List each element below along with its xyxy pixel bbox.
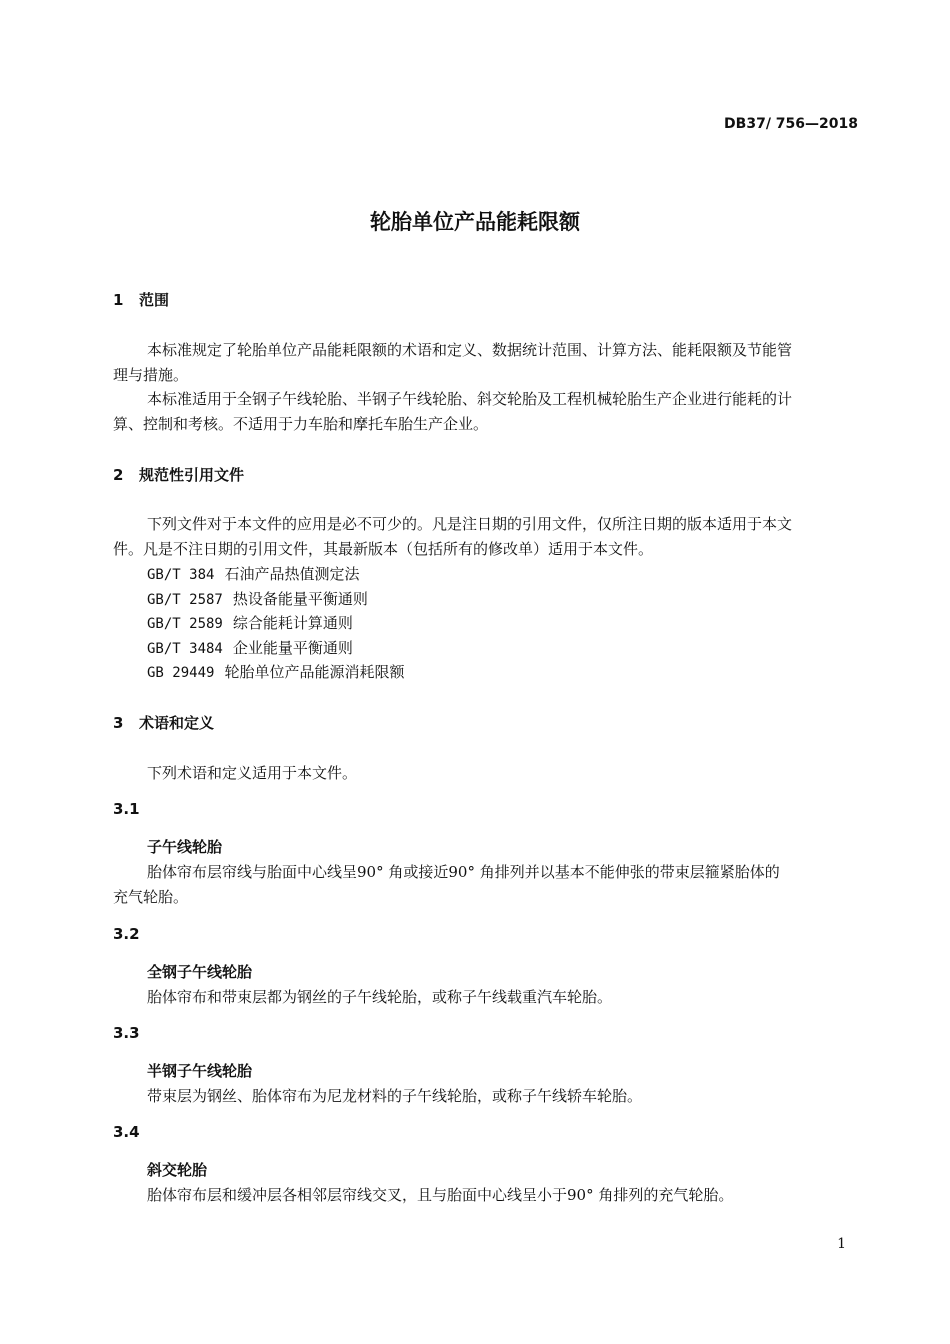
term-number: 3.2 — [113, 925, 140, 943]
paragraph-line: 件。凡是不注日期的引用文件，其最新版本（包括所有的修改单）适用于本文件。 — [113, 540, 654, 558]
term-name: 子午线轮胎 — [147, 838, 223, 856]
term-name: 全钢子午线轮胎 — [147, 963, 253, 981]
term-definition: 胎体帘布和带束层都为钢丝的子午线轮胎，或称子午线载重汽车轮胎。 — [147, 988, 613, 1006]
reference-item — [147, 612, 353, 633]
document-title: 轮胎单位产品能耗限额 — [370, 210, 580, 234]
term-definition: 胎体帘布层帘线与胎面中心线呈90° 角或接近90° 角排列并以基本不能伸张的带束层箍紧胎体的 — [147, 863, 780, 881]
section-2-heading — [113, 464, 244, 485]
section-title: 术语和定义 — [139, 714, 215, 732]
term-definition: 胎体帘布层和缓冲层各相邻层帘线交叉，且与胎面中心线呈小于90° 角排列的充气轮胎。 — [147, 1186, 734, 1204]
term-number: 3.1 — [113, 800, 140, 818]
paragraph-line: 本标准适用于全钢子午线轮胎、半钢子午线轮胎、斜交轮胎及工程机械轮胎生产企业进行能耗的计 — [147, 390, 793, 408]
reference-name: 企业能量平衡通则 — [232, 639, 353, 657]
term-definition: 充气轮胎。 — [113, 888, 189, 906]
term-number: 3.3 — [113, 1024, 140, 1042]
term-number: 3.4 — [113, 1123, 140, 1141]
paragraph-line: 理与措施。 — [113, 366, 189, 384]
reference-code: GB/T 3484 — [147, 641, 223, 657]
page-number: 1 — [837, 1236, 846, 1252]
section-number: 2 — [113, 466, 124, 484]
reference-name: 石油产品热值测定法 — [224, 565, 360, 583]
reference-item — [147, 661, 404, 682]
reference-name: 热设备能量平衡通则 — [232, 590, 368, 608]
paragraph-line: 下列术语和定义适用于本文件。 — [147, 764, 358, 782]
reference-code: GB/T 384 — [147, 567, 215, 583]
reference-item — [147, 588, 368, 609]
term-name: 斜交轮胎 — [147, 1161, 208, 1179]
standard-number-header: DB37/ 756—2018 — [724, 116, 858, 132]
section-number: 1 — [113, 291, 124, 309]
section-number: 3 — [113, 714, 124, 732]
paragraph-line: 下列文件对于本文件的应用是必不可少的。凡是注日期的引用文件，仅所注日期的版本适用于本文 — [147, 515, 793, 533]
term-name: 半钢子午线轮胎 — [147, 1062, 253, 1080]
reference-name: 轮胎单位产品能源消耗限额 — [224, 663, 405, 681]
section-3-heading — [113, 712, 214, 733]
reference-code: GB/T 2589 — [147, 616, 223, 632]
section-title: 规范性引用文件 — [139, 466, 245, 484]
paragraph-line: 算、控制和考核。不适用于力车胎和摩托车胎生产企业。 — [113, 415, 489, 433]
reference-item — [147, 637, 353, 658]
reference-code: GB 29449 — [147, 665, 215, 681]
paragraph-line: 本标准规定了轮胎单位产品能耗限额的术语和定义、数据统计范围、计算方法、能耗限额及节能管 — [147, 341, 793, 359]
reference-name: 综合能耗计算通则 — [232, 614, 353, 632]
section-title: 范围 — [139, 291, 170, 309]
reference-code: GB/T 2587 — [147, 592, 223, 608]
reference-item — [147, 563, 359, 584]
section-1-heading — [113, 289, 169, 310]
term-definition: 带束层为钢丝、胎体帘布为尼龙材料的子午线轮胎，或称子午线轿车轮胎。 — [147, 1087, 643, 1105]
